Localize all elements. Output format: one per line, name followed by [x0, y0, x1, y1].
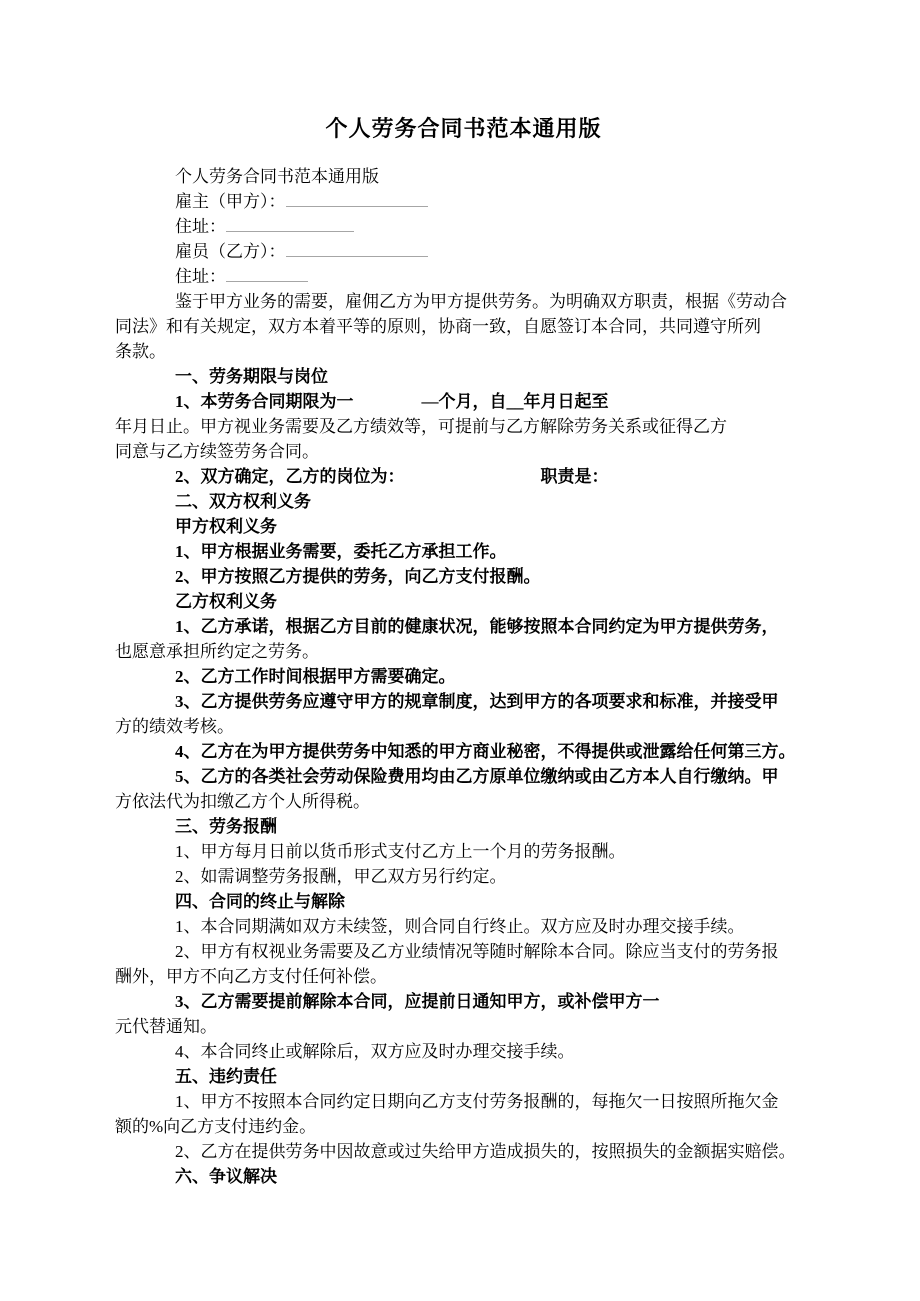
line-text: 2、双方确定，乙方的岗位为： 职责是：: [175, 467, 609, 486]
line-text: 雇员（乙方）：: [175, 242, 286, 261]
line-text: 鉴于甲方业务的需要，雇佣乙方为甲方提供劳务。为明确双方职责，根据《劳动合: [175, 292, 787, 311]
text-line: [115, 264, 812, 289]
line-text: 5、乙方的各类社会劳动保险费用均由乙方原单位缴纳或由乙方本人自行缴纳。甲: [175, 767, 779, 786]
text-line: [115, 514, 812, 539]
fill-in-blank: [226, 266, 308, 282]
line-text: 2、甲方有权视业务需要及乙方业绩情况等随时解除本合同。除应当支付的劳务报: [175, 942, 779, 961]
text-line: [115, 1089, 812, 1114]
text-line: [115, 864, 812, 889]
text-line: [115, 1064, 812, 1089]
text-line: [115, 1039, 812, 1064]
text-line: [115, 1114, 812, 1139]
text-line: [115, 589, 812, 614]
text-line: [115, 1139, 812, 1164]
fill-in-blank: [286, 241, 428, 257]
line-text: 年月日止。甲方视业务需要及乙方绩效等，可提前与乙方解除劳务关系或征得乙方: [115, 417, 727, 436]
line-text: 2、乙方在提供劳务中因故意或过失给甲方造成损失的，按照损失的金额据实赔偿。: [175, 1142, 796, 1161]
text-line: [115, 489, 812, 514]
text-line: [115, 889, 812, 914]
text-line: [115, 639, 812, 664]
line-text: 也愿意承担所约定之劳务。: [115, 642, 319, 661]
text-line: [115, 414, 812, 439]
document-lines: [115, 164, 812, 1189]
line-text: 1、甲方根据业务需要，委托乙方承担工作。: [175, 542, 507, 561]
text-line: [115, 689, 812, 714]
line-text: 住址：: [175, 267, 226, 286]
line-text: 一、劳务期限与岗位: [175, 367, 328, 386]
line-text: 雇主（甲方）：: [175, 192, 286, 211]
fill-in-blank: [226, 216, 354, 232]
line-text: 3、乙方提供劳务应遵守甲方的规章制度，达到甲方的各项要求和标准，并接受甲: [175, 692, 779, 711]
line-text: 元代替通知。: [115, 1017, 217, 1036]
text-line: [115, 739, 812, 764]
text-line: [115, 339, 812, 364]
text-line: [115, 464, 812, 489]
line-text: 1、甲方每月日前以货币形式支付乙方上一个月的劳务报酬。: [175, 842, 626, 861]
line-text: 4、乙方在为甲方提供劳务中知悉的甲方商业秘密，不得提供或泄露给任何第三方。: [175, 742, 796, 761]
text-line: [115, 664, 812, 689]
document-title: 个人劳务合同书范本通用版: [325, 116, 602, 141]
text-line: [115, 164, 812, 189]
line-text: 五、违约责任: [175, 1067, 277, 1086]
line-text: 同法》和有关规定，双方本着平等的原则，协商一致，自愿签订本合同，共同遵守所列: [115, 317, 761, 336]
text-line: [115, 314, 812, 339]
line-text: 方的绩效考核。: [115, 717, 234, 736]
line-text: 乙方权利义务: [175, 592, 277, 611]
text-line: [115, 439, 812, 464]
text-line: [115, 714, 812, 739]
line-text: 甲方权利义务: [175, 517, 277, 536]
text-line: [115, 914, 812, 939]
line-text: 2、甲方按照乙方提供的劳务，向乙方支付报酬。: [175, 567, 541, 586]
line-text: 方依法代为扣缴乙方个人所得税。: [115, 792, 370, 811]
text-line: [115, 389, 812, 414]
line-text: 六、争议解决: [175, 1167, 277, 1186]
line-text: 条款。: [115, 342, 166, 361]
text-line: [115, 1164, 812, 1189]
text-line: [115, 989, 812, 1014]
text-line: [115, 764, 812, 789]
text-line: [115, 564, 812, 589]
line-text: 同意与乙方续签劳务合同。: [115, 442, 319, 461]
text-line: [115, 789, 812, 814]
line-text: 住址：: [175, 217, 226, 236]
text-line: [115, 1014, 812, 1039]
line-text: 额的%向乙方支付违约金。: [115, 1117, 317, 1136]
text-line: [115, 239, 812, 264]
text-line: [115, 614, 812, 639]
line-text: 个人劳务合同书范本通用版: [175, 167, 379, 186]
text-line: [115, 939, 812, 964]
line-text: 二、双方权利义务: [175, 492, 311, 511]
fill-in-blank: [286, 191, 428, 207]
line-text: 1、本合同期满如双方未续签，则合同自行终止。双方应及时办理交接手续。: [175, 917, 745, 936]
line-text: 酬外，甲方不向乙方支付任何补偿。: [115, 967, 387, 986]
text-line: [115, 814, 812, 839]
line-text: 四、合同的终止与解除: [175, 892, 345, 911]
line-text: 三、劳务报酬: [175, 817, 277, 836]
text-line: [115, 839, 812, 864]
text-line: [115, 214, 812, 239]
text-line: [115, 964, 812, 989]
line-text: 3、乙方需要提前解除本合同，应提前日通知甲方，或补偿甲方一: [175, 992, 660, 1011]
text-line: [115, 364, 812, 389]
line-text: 1、甲方不按照本合同约定日期向乙方支付劳务报酬的，每拖欠一日按照所拖欠金: [175, 1092, 779, 1111]
text-line: [115, 539, 812, 564]
line-text: 2、乙方工作时间根据甲方需要确定。: [175, 667, 456, 686]
line-text: 1、乙方承诺，根据乙方目前的健康状况，能够按照本合同约定为甲方提供劳务，: [175, 617, 779, 636]
line-text: 4、本合同终止或解除后，双方应及时办理交接手续。: [175, 1042, 575, 1061]
line-text: 1、本劳务合同期限为一 —个月，自__年月日起至: [175, 392, 609, 411]
line-text: 2、如需调整劳务报酬，甲乙双方另行约定。: [175, 867, 507, 886]
text-line: [115, 289, 812, 314]
text-line: [115, 189, 812, 214]
